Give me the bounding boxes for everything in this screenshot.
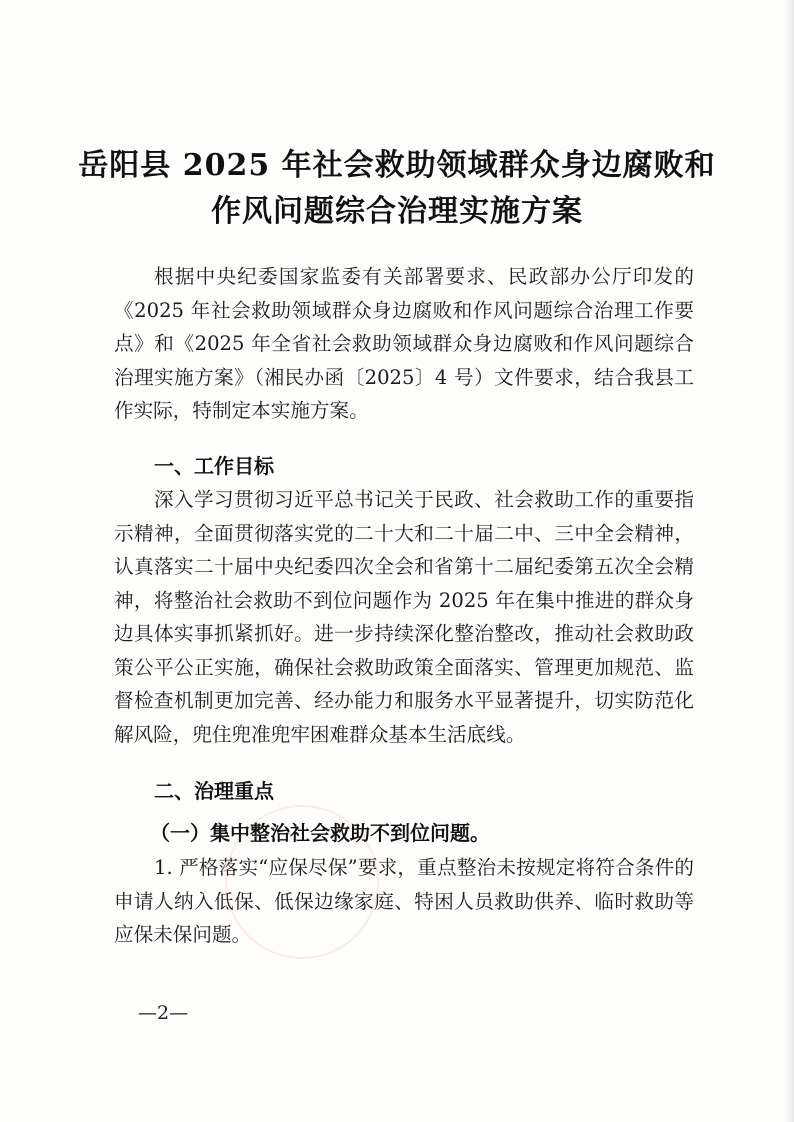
goals-paragraph: 深入学习贯彻习近平总书记关于民政、社会救助工作的重要指示精神，全面贯彻落实党的二十大和二十届二中、三中全会精神，认真落实二十届中央纪委四次全会和省第十二届纪委第五次全会精神，将整治社会救助不到位问题作为 2025 年在集中推进的群众身边具体实事抓紧抓好。进一步持续深化整治整改，推动社会救助政策公平公正实施，确保社会救助政策全面落实、管理更加规范、监督检查机制更加完善、经办能力和服务水平显著提升，切实防范化解风险，兜住兜准兜牢困难群众基本生活底线。 [114,488,694,746]
document-title-line-2: 作风问题综合治理实施方案 [211,194,583,229]
intro-paragraph: 根据中央纪委国家监委有关部署要求、民政部办公厅印发的《2025 年社会救助领域群众身边腐败和作风问题综合治理工作要点》和《2025 年全省社会救助领域群众身边腐败和作风问题综合治理实施方案》（湘民办函〔2025〕4 号）文件要求，结合我县工作实际，特制定本实施方案。 [114,265,694,422]
subsection-heading-1: （一）集中整治社会救助不到位问题。 [150,821,490,845]
page-number: —2— [138,1002,189,1024]
item-1-paragraph: 1. 严格落实“应保尽保”要求，重点整治未按规定将符合条件的申请人纳入低保、低保边缘家庭、特困人员救助供养、临时救助等应保未保问题。 [114,856,694,946]
section-heading-goals: 一、工作目标 [154,454,274,478]
section-heading-focus: 二、治理重点 [154,779,274,803]
document-title-line-1: 岳阳县 2025 年社会救助领域群众身边腐败和 [78,148,716,183]
scan-edge-shadow [784,0,794,1122]
